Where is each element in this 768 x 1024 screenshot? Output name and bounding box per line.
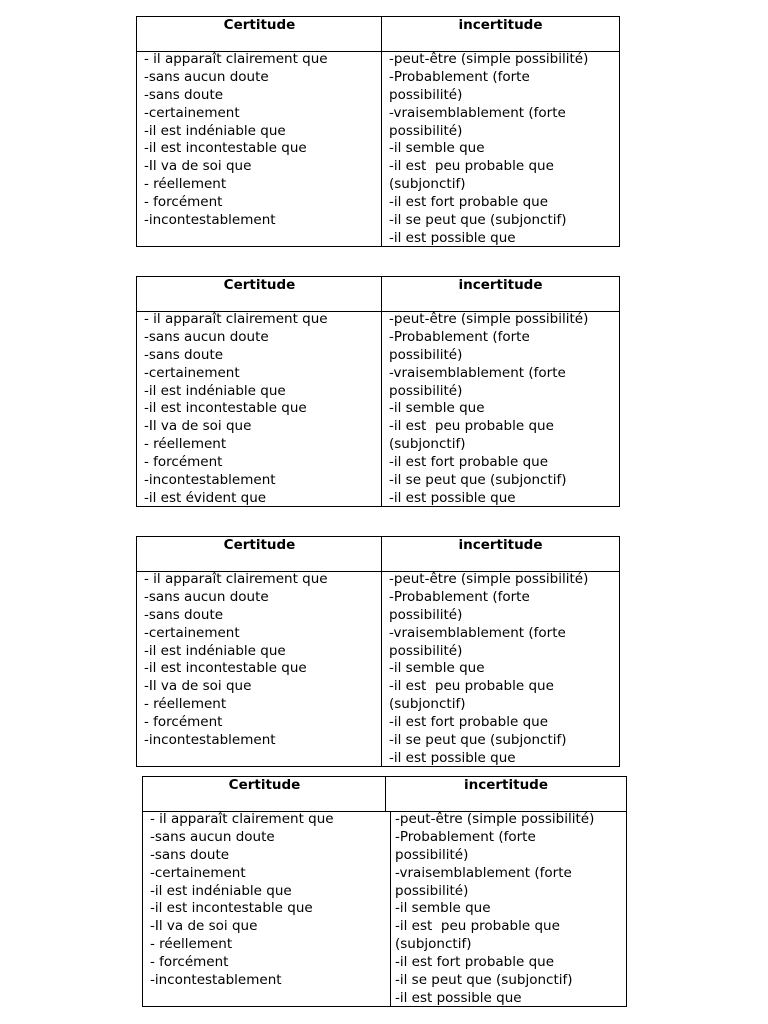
list-item: -incontestablement	[150, 972, 282, 989]
list-item: -certainement	[144, 364, 240, 381]
list-item: - réellement	[144, 436, 227, 453]
list-item: -il est incontestable que	[144, 140, 307, 157]
certitude-list	[144, 311, 328, 508]
list-item: -Il va de soi que	[144, 158, 252, 175]
list-item: -incontestablement	[144, 732, 276, 749]
incertitude-list	[389, 571, 588, 768]
list-item: possibilité)	[389, 642, 463, 659]
list-item: -sans doute	[150, 846, 230, 863]
list-item: possibilité)	[389, 382, 463, 399]
list-item: -il est fort probable que	[389, 714, 549, 731]
list-item: - réellement	[144, 696, 227, 713]
list-item: -il se peut que (subjonctif)	[395, 972, 573, 989]
table-4	[142, 776, 627, 1007]
list-item: -il est possible que	[395, 989, 522, 1006]
header-incertitude: incertitude	[463, 777, 549, 793]
header-certitude: Certitude	[228, 777, 301, 793]
incertitude-list	[395, 811, 594, 1008]
table-header	[137, 537, 619, 572]
header-incertitude: incertitude	[458, 537, 543, 553]
table-header	[137, 17, 619, 52]
list-item: -il semble que	[389, 660, 485, 677]
certitude-list	[144, 51, 328, 230]
list-item: -Il va de soi que	[150, 918, 258, 935]
list-item: (subjonctif)	[389, 696, 466, 713]
header-certitude: Certitude	[223, 17, 296, 33]
list-item: - forcément	[144, 194, 223, 211]
list-item: -il est possible que	[389, 749, 516, 766]
list-item: -il est indéniable que	[150, 882, 292, 899]
list-item: -il semble que	[389, 400, 485, 417]
list-item: -sans aucun doute	[144, 588, 269, 605]
list-item: -Probablement (forte	[389, 328, 530, 345]
list-item: (subjonctif)	[389, 176, 466, 193]
list-item: possibilité)	[389, 86, 463, 103]
column-divider-lower	[390, 811, 391, 1006]
list-item: -peut-être (simple possibilité)	[389, 51, 589, 67]
list-item: -il est possible que	[389, 489, 516, 506]
list-item: -vraisemblablement (forte	[389, 624, 566, 641]
certitude-list	[150, 811, 334, 990]
header-certitude: Certitude	[223, 537, 296, 553]
list-item: - il apparaît clairement que	[144, 51, 328, 67]
list-item: - réellement	[150, 936, 233, 953]
list-item: -Il va de soi que	[144, 678, 252, 695]
table-header	[137, 277, 619, 312]
list-item: -il se peut que (subjonctif)	[389, 212, 567, 229]
list-item: -il est fort probable que	[389, 194, 549, 211]
list-item: -sans doute	[144, 606, 224, 623]
list-item: -incontestablement	[144, 212, 276, 229]
header-certitude: Certitude	[223, 277, 296, 293]
list-item: -sans aucun doute	[144, 68, 269, 85]
list-item: - il apparaît clairement que	[144, 311, 328, 327]
list-item: -il est incontestable que	[144, 660, 307, 677]
list-item: (subjonctif)	[395, 936, 472, 953]
list-item: -il est incontestable que	[150, 900, 313, 917]
list-item: -il est indéniable que	[144, 642, 286, 659]
column-divider	[385, 777, 386, 811]
list-item: -sans doute	[144, 346, 224, 363]
column-divider	[381, 17, 382, 246]
incertitude-list	[389, 51, 588, 248]
incertitude-list	[389, 311, 588, 508]
list-item: -vraisemblablement (forte	[395, 864, 572, 881]
list-item: possibilité)	[389, 122, 463, 139]
column-divider	[381, 537, 382, 766]
list-item: -Il va de soi que	[144, 418, 252, 435]
list-item: - réellement	[144, 176, 227, 193]
list-item: -Probablement (forte	[389, 68, 530, 85]
list-item: -vraisemblablement (forte	[389, 364, 566, 381]
table-2	[136, 276, 620, 507]
list-item: - il apparaît clairement que	[144, 571, 328, 587]
list-item: -il est peu probable que	[395, 918, 560, 935]
list-item: -vraisemblablement (forte	[389, 104, 566, 121]
table-3	[136, 536, 620, 767]
list-item: -il est indéniable que	[144, 122, 286, 139]
list-item: -il est indéniable que	[144, 382, 286, 399]
list-item: -il semble que	[395, 900, 491, 917]
list-item: (subjonctif)	[389, 436, 466, 453]
list-item: -il est fort probable que	[395, 954, 555, 971]
list-item: possibilité)	[395, 846, 469, 863]
list-item: -Probablement (forte	[389, 588, 530, 605]
list-item: possibilité)	[389, 346, 463, 363]
list-item: -il est incontestable que	[144, 400, 307, 417]
list-item: -certainement	[144, 104, 240, 121]
list-item: -peut-être (simple possibilité)	[395, 811, 595, 827]
list-item: -il est fort probable que	[389, 454, 549, 471]
list-item: -il se peut que (subjonctif)	[389, 732, 567, 749]
list-item: -il est évident que	[144, 489, 267, 506]
list-item: - forcément	[150, 954, 229, 971]
list-item: possibilité)	[395, 882, 469, 899]
header-incertitude: incertitude	[458, 17, 543, 33]
list-item: -peut-être (simple possibilité)	[389, 311, 589, 327]
list-item: -il est peu probable que	[389, 678, 554, 695]
table-1	[136, 16, 620, 247]
list-item: -sans doute	[144, 86, 224, 103]
certitude-list	[144, 571, 328, 750]
list-item: -Probablement (forte	[395, 828, 536, 845]
list-item: -il est peu probable que	[389, 158, 554, 175]
list-item: -il se peut que (subjonctif)	[389, 472, 567, 489]
list-item: -il est possible que	[389, 229, 516, 246]
list-item: -incontestablement	[144, 472, 276, 489]
column-divider	[381, 277, 382, 506]
list-item: - forcément	[144, 714, 223, 731]
list-item: - forcément	[144, 454, 223, 471]
list-item: -il semble que	[389, 140, 485, 157]
list-item: - il apparaît clairement que	[150, 811, 334, 827]
header-incertitude: incertitude	[458, 277, 543, 293]
list-item: -il est peu probable que	[389, 418, 554, 435]
list-item: -sans aucun doute	[144, 328, 269, 345]
list-item: -certainement	[150, 864, 246, 881]
list-item: -sans aucun doute	[150, 828, 275, 845]
list-item: -certainement	[144, 624, 240, 641]
list-item: -peut-être (simple possibilité)	[389, 571, 589, 587]
list-item: possibilité)	[389, 606, 463, 623]
